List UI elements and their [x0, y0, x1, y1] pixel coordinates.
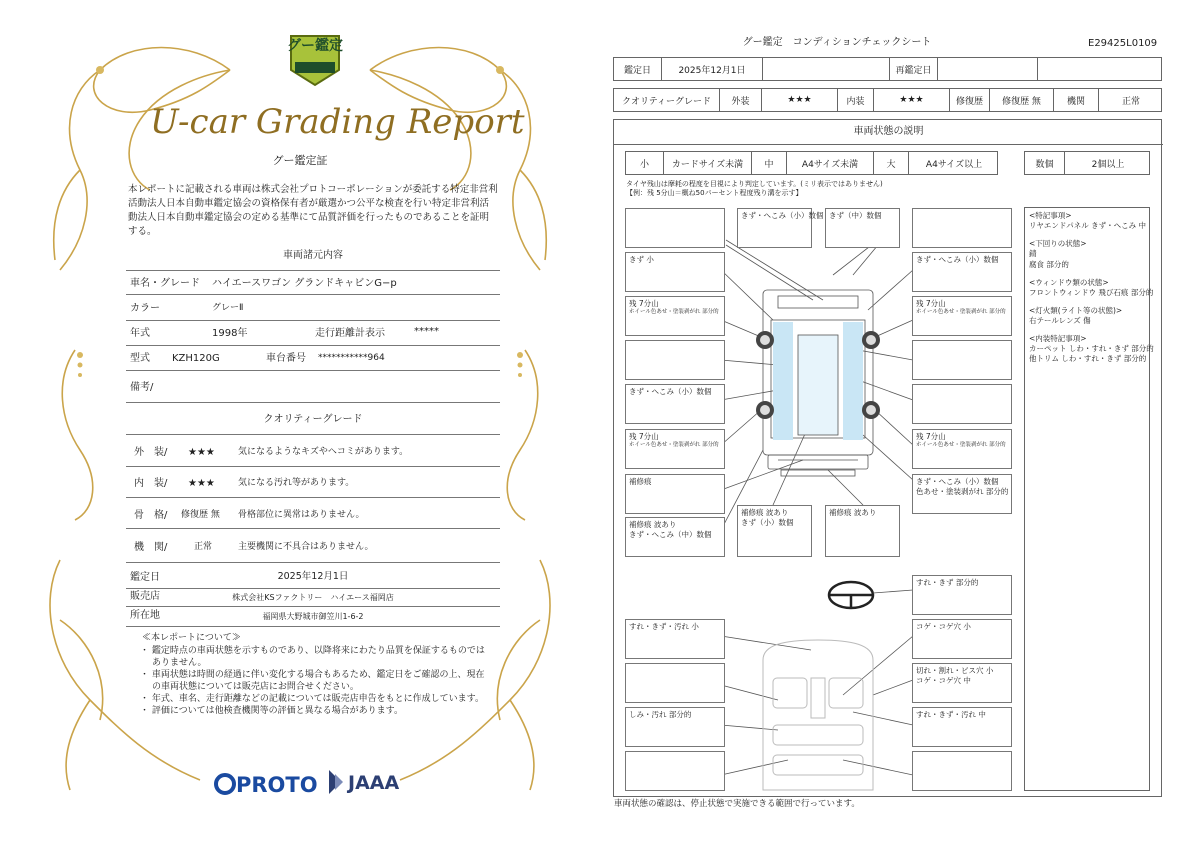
- remarks-label: 備考/: [130, 382, 154, 393]
- engine-value: 正常: [1121, 96, 1140, 107]
- year-value: 1998年: [212, 328, 248, 339]
- damage-box: [912, 340, 1012, 380]
- int-label: 内装: [838, 89, 874, 111]
- redate-label: 再鑑定日: [890, 58, 938, 80]
- sheet-code: E29425L0109: [1088, 38, 1158, 49]
- notes-list: [140, 645, 490, 717]
- grade-int-value: ★★★: [188, 478, 215, 489]
- interior-box: [625, 663, 725, 703]
- damage-box: [625, 208, 725, 248]
- date-label: 鑑定日: [130, 572, 160, 583]
- address-value: 福岡県大野城市御笠川1-6-2: [262, 612, 364, 621]
- certificate-title: グー鑑定証: [272, 154, 328, 167]
- year-label: 年式: [130, 328, 150, 339]
- interior-box-left-1: すれ・きず・汚れ 小: [625, 619, 725, 659]
- note-item: ・ 鑑定時点の車両状態を示すものであり、以降将来にわたり品質を保証するものではありません。: [140, 646, 485, 668]
- interior-box-right-1: コゲ・コゲ穴 小: [912, 619, 1012, 659]
- size-mid-desc: A4サイズ未満: [787, 152, 874, 174]
- grade-ext-desc: 気になるようなキズやヘコミがあります。: [238, 447, 409, 457]
- script-title: U-car Grading Report: [150, 102, 525, 142]
- size-large-label: 大: [874, 152, 909, 174]
- damage-box: [912, 384, 1012, 424]
- goo-badge-logo: [287, 30, 343, 88]
- car-name-value: ハイエースワゴン グランドキャビンG−p: [212, 278, 397, 289]
- note-item: ・ 年式、車名、走行距離などの記載については販売店申告をもとに作成しています。: [140, 694, 484, 704]
- damage-box-top-2: きず（中）数個: [825, 208, 900, 248]
- ext-label: 外装: [720, 89, 762, 111]
- proto-logo: [214, 770, 318, 798]
- grade-int-desc: 気になる汚れ等があります。: [238, 478, 355, 488]
- interior-box: [912, 751, 1012, 791]
- grade-engine-value: 正常: [194, 542, 213, 552]
- address-label: 所在地: [130, 610, 160, 621]
- special-note-line: <特記事項>: [1029, 211, 1072, 220]
- special-note-spacer: [1029, 270, 1145, 278]
- sheet-footer: 車両状態の確認は、停止状態で実施できる範囲で行っています。: [614, 799, 860, 809]
- proto-logo-text: PROTO: [236, 773, 318, 797]
- tire-note-2: 【例：残 5分山＝概ね50パーセント程度残り溝を示す】: [626, 189, 803, 197]
- special-note-line: カーペット しわ・すれ・きず 部分的: [1029, 344, 1154, 354]
- jaaa-mark-icon: [325, 768, 345, 796]
- grade-frame-desc: 骨格部位に異常はありません。: [238, 510, 365, 520]
- proto-mark-icon: [214, 772, 236, 796]
- special-note-line: 右テールレンズ 傷: [1029, 316, 1091, 325]
- intro-text: 本レポートに記載される車両は株式会社プロトコーポレーションが委託する特定非営利活動法人日本自動車鑑定協会の資格保有者が厳選かつ公平な検査を行い特定非営利活動法人日本自動車鑑定協会の定める基準にて品質評価を行ったものであることを証明する。: [128, 184, 498, 237]
- quality-heading: クオリティーグレード: [263, 414, 363, 425]
- chassis-label: 車台番号: [266, 353, 306, 364]
- size-small-desc: カードサイズ未満: [664, 152, 752, 174]
- engine-label: 機関: [1054, 89, 1099, 111]
- repair-value: 修復歴 無: [990, 89, 1054, 111]
- size-small-label: 小: [626, 152, 664, 174]
- tire-box-rear-left: 残 7分山 ホイール色あせ・塗装剥がれ 部分的: [625, 429, 725, 469]
- color-value: グレーⅡ: [212, 303, 244, 313]
- note-item: ・ 車両状態は時間の経過に伴い変化する場合もあるため、鑑定日をご確認の上、現在の車両状態については販売店にお問合せください。: [140, 670, 485, 692]
- damage-box-bottom-2: 補修痕 波あり: [825, 505, 900, 557]
- size-mid-label: 中: [752, 152, 787, 174]
- tire-box-front-right: 残 7分山 ホイール色あせ・塗装剥がれ 部分的: [912, 296, 1012, 336]
- special-notes-panel: [1024, 207, 1154, 791]
- damage-box-left-1: きず 小: [625, 252, 725, 292]
- damage-box-right-1: きず・へこみ（小）数個: [912, 252, 1012, 292]
- date-row: [613, 57, 1162, 81]
- tire-box-rear-right: 残 7分山 ホイール色あせ・塗装剥がれ 部分的: [912, 429, 1012, 469]
- date-blank: [763, 58, 890, 80]
- model-value: KZH120G: [172, 353, 220, 364]
- interior-box-right-2: 切れ・割れ・ビス穴 小 コゲ・コゲ穴 中: [912, 663, 1012, 703]
- tire-note-1: タイヤ残山は摩耗の程度を目視により判定しています。(ミリ表示ではありません): [626, 180, 883, 188]
- ext-value: ★★★: [762, 89, 838, 111]
- special-note-line: リヤエンドパネル きず・へこみ 中: [1029, 221, 1146, 231]
- damage-box: [625, 340, 725, 380]
- badge-text: グー鑑定: [287, 38, 343, 54]
- date-label: 鑑定日: [614, 58, 662, 80]
- note-item: ・ 評価については他検査機関等の評価と異なる場合があります。: [140, 706, 403, 716]
- damage-box-top-1: きず・へこみ（小）数個: [737, 208, 812, 248]
- date-value: 2025年12月1日: [277, 571, 349, 582]
- interior-box-right-3: すれ・きず・汚れ 中: [912, 707, 1012, 747]
- size-large-desc: A4サイズ以上: [925, 159, 983, 170]
- jaaa-logo: [325, 768, 407, 798]
- grade-ext-value: ★★★: [188, 447, 215, 458]
- grade-engine-desc: 主要機関に不具合はありません。: [238, 542, 374, 552]
- damage-box: [912, 208, 1012, 248]
- sheet-title: グー鑑定 コンディションチェックシート: [742, 37, 932, 48]
- grade-frame-value: 修復歴 無: [181, 510, 220, 520]
- mileage-label: 走行距離計表示: [315, 328, 385, 339]
- size-legend: [625, 151, 998, 175]
- special-note-line: <内装特記事項>: [1029, 334, 1087, 344]
- dealer-label: 販売店: [130, 591, 160, 602]
- special-note-line: 他トリム しわ・すれ・きず 部分的: [1029, 354, 1147, 364]
- chassis-value: ***********964: [318, 353, 385, 363]
- repair-label: 修復歴: [950, 89, 990, 111]
- damage-box-left-7: 補修痕 波あり きず・へこみ（中）数個: [625, 517, 725, 557]
- color-label: カラー: [130, 303, 160, 314]
- grade-ext-label: 外 装/: [134, 447, 168, 458]
- interior-box-left-3: しみ・汚れ 部分的: [625, 707, 725, 747]
- grade-int-label: 内 装/: [134, 478, 168, 489]
- date-value: 2025年12月1日: [662, 58, 763, 80]
- special-note-line: <下回りの状態>: [1029, 239, 1087, 249]
- quality-label: クオリティーグレード: [614, 89, 720, 111]
- model-label: 型式: [130, 353, 150, 364]
- interior-box: [625, 751, 725, 791]
- car-name-label: 車名・グレード: [130, 278, 200, 289]
- specs-heading: 車両諸元内容: [283, 250, 343, 261]
- steering-wheel-icon: [829, 582, 873, 608]
- special-note-line: <灯火類(ライト等の状態)>: [1029, 305, 1123, 315]
- damage-box-left-6: 補修痕: [625, 474, 725, 514]
- count-legend: [1024, 151, 1150, 175]
- damage-box-right-6: きず・へこみ（小）数個 色あせ・塗装剥がれ 部分的: [912, 474, 1012, 514]
- grade-frame-label: 骨 格/: [134, 510, 168, 521]
- jaaa-logo-text: JAAA: [348, 772, 400, 794]
- special-note-spacer: [1029, 326, 1145, 334]
- damage-box-bottom-1: 補修痕 波あり きず（小）数個: [737, 505, 812, 557]
- count-desc: 2個以上: [1091, 159, 1125, 170]
- special-note-spacer: [1029, 298, 1145, 306]
- redate-value: [938, 58, 1038, 80]
- grade-engine-label: 機 関/: [134, 542, 168, 553]
- steering-box: すれ・きず 部分的: [912, 575, 1012, 615]
- special-note-line: <ウィンドウ類の状態>: [1029, 277, 1109, 287]
- tire-box-front-left: 残 7分山 ホイール色あせ・塗装剥がれ 部分的: [625, 296, 725, 336]
- int-value: ★★★: [874, 89, 950, 111]
- quality-row: [613, 88, 1162, 112]
- damage-box-left-4: きず・へこみ（小）数個: [625, 384, 725, 424]
- mileage-value: *****: [414, 326, 439, 337]
- count-label: 数個: [1025, 152, 1065, 174]
- dealer-value: 株式会社KSファクトリー ハイエース福岡店: [232, 593, 394, 602]
- special-note-line: フロントウィンドウ 飛び石痕 部分的: [1029, 287, 1154, 297]
- notes-title: ≪本レポートについて≫: [142, 633, 241, 643]
- special-note-line: 腐食 部分的: [1029, 259, 1069, 269]
- special-note-line: 錆: [1029, 249, 1037, 259]
- condition-heading: 車両状態の説明: [853, 126, 924, 137]
